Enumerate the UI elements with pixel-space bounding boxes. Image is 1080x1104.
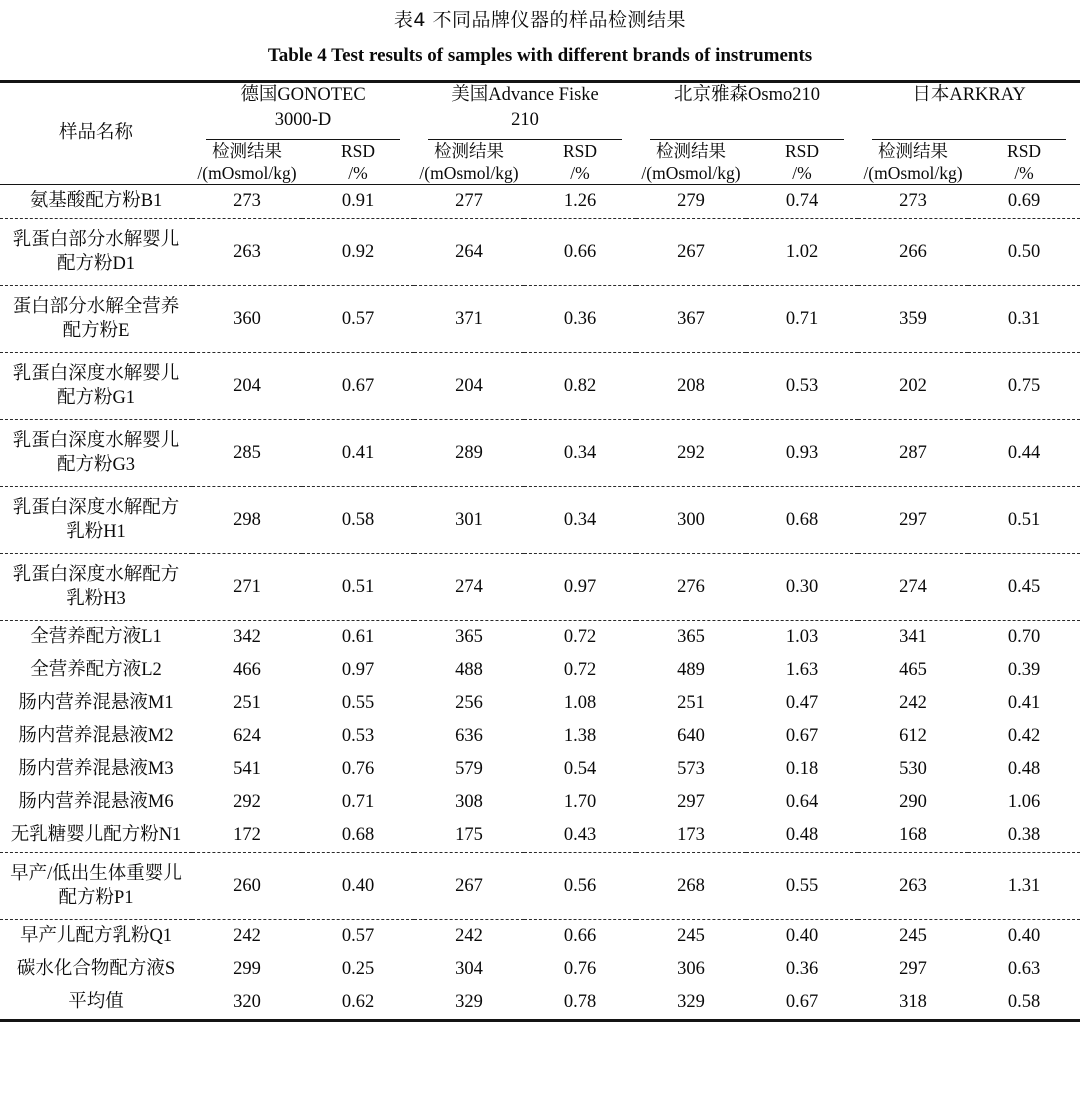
sample-name-line: 乳蛋白部分水解婴儿 (12, 229, 180, 250)
sample-name-line: 肠内营养混悬液M2 (18, 726, 174, 747)
cell-sample-name (0, 554, 192, 621)
cell-rsd-value: 0.44 (968, 420, 1080, 487)
cell-rsd-value: 1.08 (563, 693, 597, 714)
header-result-label: 检测结果 (656, 140, 727, 161)
cell-result-value: 297 (677, 792, 705, 813)
cell-sample-name (0, 353, 192, 420)
cell-result-value: 624 (233, 726, 261, 747)
cell-result-value: 251 (677, 693, 705, 714)
header-group-fiske-line1: 美国Advance Fiske (451, 84, 599, 105)
cell-result-value: 466 (233, 660, 261, 681)
cell-rsd-value: 0.41 (1007, 693, 1041, 714)
sample-name-line: 碳水化合物配方液S (16, 959, 176, 980)
cell-sample-name (0, 621, 192, 655)
cell-result-value: 273 (192, 185, 302, 219)
cell-result-value: 172 (192, 819, 302, 853)
sample-name-line: 全营养配方液L2 (30, 660, 162, 681)
cell-rsd-value: 0.40 (302, 853, 414, 920)
cell-result-value: 360 (192, 286, 302, 353)
table-title-english: Table 4 Test results of samples with different brands of instruments (267, 44, 813, 66)
table-row (0, 786, 1080, 819)
cell-rsd-value: 0.53 (341, 726, 375, 747)
table-row (0, 654, 1080, 687)
cell-result-value: 263 (858, 853, 968, 920)
results-table (0, 83, 1080, 185)
cell-rsd-value: 1.02 (746, 219, 858, 286)
header-result-unit: /(mOsmol/kg) (197, 162, 297, 183)
table-bottom-rule (0, 1019, 1080, 1022)
header-result-label: 检测结果 (878, 140, 949, 161)
cell-rsd-value: 0.25 (341, 959, 375, 980)
sample-name-line: 早产儿配方乳粉Q1 (19, 926, 173, 947)
header-rsd-label: RSD (785, 140, 820, 161)
cell-sample-name (0, 986, 192, 1019)
table-row (0, 219, 1080, 286)
cell-rsd-value: 0.42 (1007, 726, 1041, 747)
header-sample-name: 样品名称 (58, 122, 133, 143)
sample-name-line: 配方粉E (62, 321, 130, 342)
cell-result-value: 276 (636, 554, 746, 621)
cell-rsd-value: 0.30 (746, 554, 858, 621)
header-group-arkray-line1: 日本ARKRAY (912, 84, 1026, 105)
cell-rsd-value: 0.48 (746, 819, 858, 853)
header-rsd-unit: /% (570, 162, 590, 183)
cell-result-value: 292 (636, 420, 746, 487)
sample-name-line: 配方粉P1 (58, 888, 134, 909)
cell-sample-name (0, 219, 192, 286)
cell-result-value: 636 (455, 726, 483, 747)
cell-rsd-value: 0.82 (524, 353, 636, 420)
cell-rsd-value: 0.72 (563, 660, 597, 681)
cell-rsd-value: 0.68 (746, 487, 858, 554)
cell-result-value: 274 (858, 554, 968, 621)
header-group-arkray-line2 (967, 110, 972, 130)
cell-result-value: 367 (636, 286, 746, 353)
cell-result-value: 290 (899, 792, 927, 813)
cell-result-value: 320 (233, 992, 261, 1013)
cell-result-value: 300 (636, 487, 746, 554)
cell-rsd-value: 0.67 (785, 992, 819, 1013)
cell-result-value: 285 (192, 420, 302, 487)
header-rsd-unit: /% (1014, 162, 1034, 183)
cell-result-value: 168 (858, 819, 968, 853)
header-result-unit: /(mOsmol/kg) (419, 162, 519, 183)
header-group-osmo210 (636, 83, 858, 140)
cell-rsd-value: 1.70 (563, 792, 597, 813)
cell-rsd-value: 0.97 (524, 554, 636, 621)
cell-result-value: 292 (233, 792, 261, 813)
cell-result-value: 329 (455, 992, 483, 1013)
table-row (0, 420, 1080, 487)
cell-rsd-value: 0.34 (524, 420, 636, 487)
header-rsd-2 (524, 140, 636, 185)
cell-result-value: 274 (414, 554, 524, 621)
cell-rsd-value: 1.03 (785, 627, 819, 648)
cell-result-value: 612 (899, 726, 927, 747)
sample-name-line: 氨基酸配方粉B1 (29, 191, 163, 212)
header-rsd-label: RSD (562, 140, 598, 161)
cell-rsd-value: 0.55 (746, 853, 858, 920)
header-rsd-4 (968, 140, 1080, 185)
table-row (0, 986, 1080, 1019)
cell-rsd-value: 0.50 (968, 219, 1080, 286)
header-group-fiske-line2: 210 (511, 109, 539, 130)
cell-result-value: 289 (414, 420, 524, 487)
table-row (0, 853, 1080, 920)
table-row (0, 353, 1080, 420)
cell-result-value: 175 (414, 819, 524, 853)
sample-name-line: 配方粉G1 (56, 388, 136, 409)
table-row (0, 487, 1080, 554)
cell-rsd-value: 0.74 (746, 185, 858, 219)
cell-rsd-value: 0.36 (524, 286, 636, 353)
cell-result-value: 573 (677, 759, 705, 780)
header-rsd-unit: /% (348, 162, 368, 183)
cell-rsd-value: 0.58 (302, 487, 414, 554)
cell-result-value: 268 (636, 853, 746, 920)
cell-result-value: 297 (899, 959, 927, 980)
header-group-osmo210-line2 (745, 110, 750, 130)
cell-result-value: 242 (899, 693, 927, 714)
cell-result-value: 245 (677, 926, 705, 947)
cell-rsd-value: 0.61 (341, 627, 375, 648)
header-result-label: 检测结果 (434, 140, 505, 161)
header-group-gonotec-line1: 德国GONOTEC (240, 84, 366, 105)
cell-sample-name (0, 286, 192, 353)
cell-rsd-value: 0.70 (1007, 627, 1041, 648)
cell-rsd-value: 0.47 (785, 693, 819, 714)
cell-result-value: 365 (455, 627, 483, 648)
cell-rsd-value: 0.40 (785, 926, 819, 947)
cell-rsd-value: 0.38 (968, 819, 1080, 853)
cell-result-value: 242 (455, 926, 483, 947)
sample-name-line: 配方粉G3 (56, 455, 136, 476)
cell-rsd-value: 0.71 (341, 792, 375, 813)
cell-rsd-value: 0.66 (563, 926, 597, 947)
table-title-chinese: 表4 不同品牌仪器的样品检测结果 (393, 9, 687, 31)
cell-result-value: 640 (677, 726, 705, 747)
header-rsd-1 (302, 140, 414, 185)
cell-rsd-value: 0.43 (524, 819, 636, 853)
cell-rsd-value: 0.57 (302, 286, 414, 353)
cell-result-value: 173 (636, 819, 746, 853)
cell-result-value: 318 (899, 992, 927, 1013)
table-row (0, 185, 1080, 219)
table-row (0, 920, 1080, 954)
cell-result-value: 308 (455, 792, 483, 813)
cell-sample-name (0, 853, 192, 920)
cell-rsd-value: 0.71 (746, 286, 858, 353)
cell-result-value: 264 (414, 219, 524, 286)
cell-rsd-value: 0.97 (341, 660, 375, 681)
cell-rsd-value: 0.93 (746, 420, 858, 487)
cell-result-value: 245 (899, 926, 927, 947)
cell-rsd-value: 0.69 (968, 185, 1080, 219)
sample-name-line: 蛋白部分水解全营养 (12, 296, 180, 317)
cell-rsd-value: 1.31 (968, 853, 1080, 920)
cell-result-value: 530 (899, 759, 927, 780)
results-table-body (0, 185, 1080, 1019)
cell-rsd-value: 0.55 (341, 693, 375, 714)
cell-rsd-value: 0.36 (785, 959, 819, 980)
cell-result-value: 329 (677, 992, 705, 1013)
cell-result-value: 342 (233, 627, 261, 648)
cell-rsd-value: 1.26 (524, 185, 636, 219)
table-row (0, 286, 1080, 353)
cell-sample-name (0, 953, 192, 986)
cell-result-value: 579 (455, 759, 483, 780)
sample-name-line: 乳蛋白深度水解配方 (12, 497, 180, 518)
cell-result-value: 260 (192, 853, 302, 920)
cell-sample-name (0, 753, 192, 786)
cell-rsd-value: 0.39 (1007, 660, 1041, 681)
sample-name-line: 肠内营养混悬液M3 (18, 759, 174, 780)
cell-rsd-value: 0.68 (302, 819, 414, 853)
cell-result-value: 488 (455, 660, 483, 681)
header-group-fiske (414, 83, 636, 140)
sample-name-line: 配方粉D1 (56, 254, 136, 275)
header-result-unit: /(mOsmol/kg) (863, 162, 963, 183)
header-group-gonotec (192, 83, 414, 140)
cell-sample-name (0, 420, 192, 487)
cell-result-value: 541 (233, 759, 261, 780)
cell-result-value: 299 (233, 959, 261, 980)
header-group-row (0, 83, 1080, 140)
cell-rsd-value: 0.76 (341, 759, 375, 780)
table-row (0, 953, 1080, 986)
cell-result-value: 301 (414, 487, 524, 554)
header-result-1 (192, 140, 302, 185)
cell-rsd-value: 0.34 (524, 487, 636, 554)
cell-result-value: 267 (636, 219, 746, 286)
sample-name-line: 全营养配方液L1 (30, 627, 162, 648)
header-group-osmo210-line1: 北京雅森Osmo210 (674, 84, 820, 105)
table-header (0, 83, 1080, 185)
cell-rsd-value: 0.66 (524, 219, 636, 286)
cell-rsd-value: 0.63 (1007, 959, 1041, 980)
cell-result-value: 465 (899, 660, 927, 681)
cell-sample-name (0, 487, 192, 554)
sample-name-line: 乳粉H1 (66, 522, 126, 543)
header-result-unit: /(mOsmol/kg) (641, 162, 741, 183)
cell-sample-name (0, 654, 192, 687)
cell-rsd-value: 0.48 (1007, 759, 1041, 780)
table-row (0, 687, 1080, 720)
cell-result-value: 267 (414, 853, 524, 920)
cell-rsd-value: 1.63 (785, 660, 819, 681)
cell-result-value: 263 (192, 219, 302, 286)
cell-rsd-value: 0.41 (302, 420, 414, 487)
header-rsd-unit: /% (792, 162, 812, 183)
header-rsd-label: RSD (1007, 140, 1042, 161)
table-row (0, 621, 1080, 655)
cell-rsd-value: 0.45 (968, 554, 1080, 621)
header-rsd-label: RSD (340, 140, 376, 161)
cell-sample-name (0, 819, 192, 853)
header-result-2 (414, 140, 524, 185)
sample-name-line: 早产/低出生体重婴儿 (10, 863, 182, 884)
cell-sample-name (0, 687, 192, 720)
header-result-label: 检测结果 (212, 140, 282, 161)
cell-rsd-value: 0.78 (563, 992, 597, 1013)
cell-result-value: 359 (858, 286, 968, 353)
cell-result-value: 251 (233, 693, 261, 714)
cell-rsd-value: 0.91 (302, 185, 414, 219)
cell-result-value: 204 (414, 353, 524, 420)
table-row (0, 720, 1080, 753)
header-group-gonotec-line2: 3000-D (274, 109, 332, 130)
sample-name-line: 平均值 (68, 992, 124, 1013)
sample-name-line: 肠内营养混悬液M6 (18, 792, 174, 813)
cell-rsd-value: 0.76 (563, 959, 597, 980)
cell-result-value: 204 (192, 353, 302, 420)
cell-result-value: 306 (677, 959, 705, 980)
cell-rsd-value: 0.64 (785, 792, 819, 813)
cell-rsd-value: 0.67 (785, 726, 819, 747)
cell-rsd-value: 0.51 (302, 554, 414, 621)
table-row (0, 554, 1080, 621)
cell-rsd-value: 0.67 (302, 353, 414, 420)
header-group-arkray (858, 83, 1080, 140)
cell-result-value: 242 (233, 926, 261, 947)
cell-result-value: 297 (858, 487, 968, 554)
cell-rsd-value: 0.75 (968, 353, 1080, 420)
cell-sample-name (0, 185, 192, 219)
cell-result-value: 277 (414, 185, 524, 219)
cell-rsd-value: 0.57 (341, 926, 375, 947)
cell-rsd-value: 0.18 (785, 759, 819, 780)
cell-rsd-value: 0.56 (524, 853, 636, 920)
cell-result-value: 273 (858, 185, 968, 219)
cell-rsd-value: 0.31 (968, 286, 1080, 353)
cell-result-value: 279 (636, 185, 746, 219)
header-result-4 (858, 140, 968, 185)
cell-result-value: 271 (192, 554, 302, 621)
cell-result-value: 287 (858, 420, 968, 487)
cell-sample-name (0, 920, 192, 954)
cell-sample-name (0, 720, 192, 753)
cell-rsd-value: 0.40 (1007, 926, 1041, 947)
cell-result-value: 202 (858, 353, 968, 420)
sample-name-line: 乳粉H3 (66, 589, 126, 610)
cell-rsd-value: 0.92 (302, 219, 414, 286)
header-rsd-3 (746, 140, 858, 185)
cell-result-value: 256 (455, 693, 483, 714)
cell-result-value: 489 (677, 660, 705, 681)
sample-name-line: 无乳糖婴儿配方粉N1 (10, 825, 182, 846)
table-row (0, 753, 1080, 786)
cell-rsd-value: 1.06 (1007, 792, 1041, 813)
sample-name-line: 乳蛋白深度水解婴儿 (12, 430, 180, 451)
sample-name-line: 肠内营养混悬液M1 (18, 693, 174, 714)
cell-rsd-value: 0.54 (563, 759, 597, 780)
cell-result-value: 371 (414, 286, 524, 353)
cell-result-value: 365 (677, 627, 705, 648)
cell-result-value: 298 (192, 487, 302, 554)
cell-rsd-value: 0.72 (563, 627, 597, 648)
sample-name-line: 乳蛋白深度水解婴儿 (12, 363, 180, 384)
cell-rsd-value: 0.51 (968, 487, 1080, 554)
cell-rsd-value: 0.58 (1007, 992, 1041, 1013)
cell-rsd-value: 0.53 (746, 353, 858, 420)
cell-result-value: 341 (899, 627, 927, 648)
cell-result-value: 304 (455, 959, 483, 980)
cell-result-value: 266 (858, 219, 968, 286)
header-result-3 (636, 140, 746, 185)
table-row (0, 819, 1080, 853)
cell-rsd-value: 1.38 (563, 726, 597, 747)
cell-result-value: 208 (636, 353, 746, 420)
cell-sample-name (0, 786, 192, 819)
sample-name-line: 乳蛋白深度水解配方 (12, 564, 180, 585)
cell-rsd-value: 0.62 (341, 992, 375, 1013)
table-body (0, 185, 1080, 1019)
